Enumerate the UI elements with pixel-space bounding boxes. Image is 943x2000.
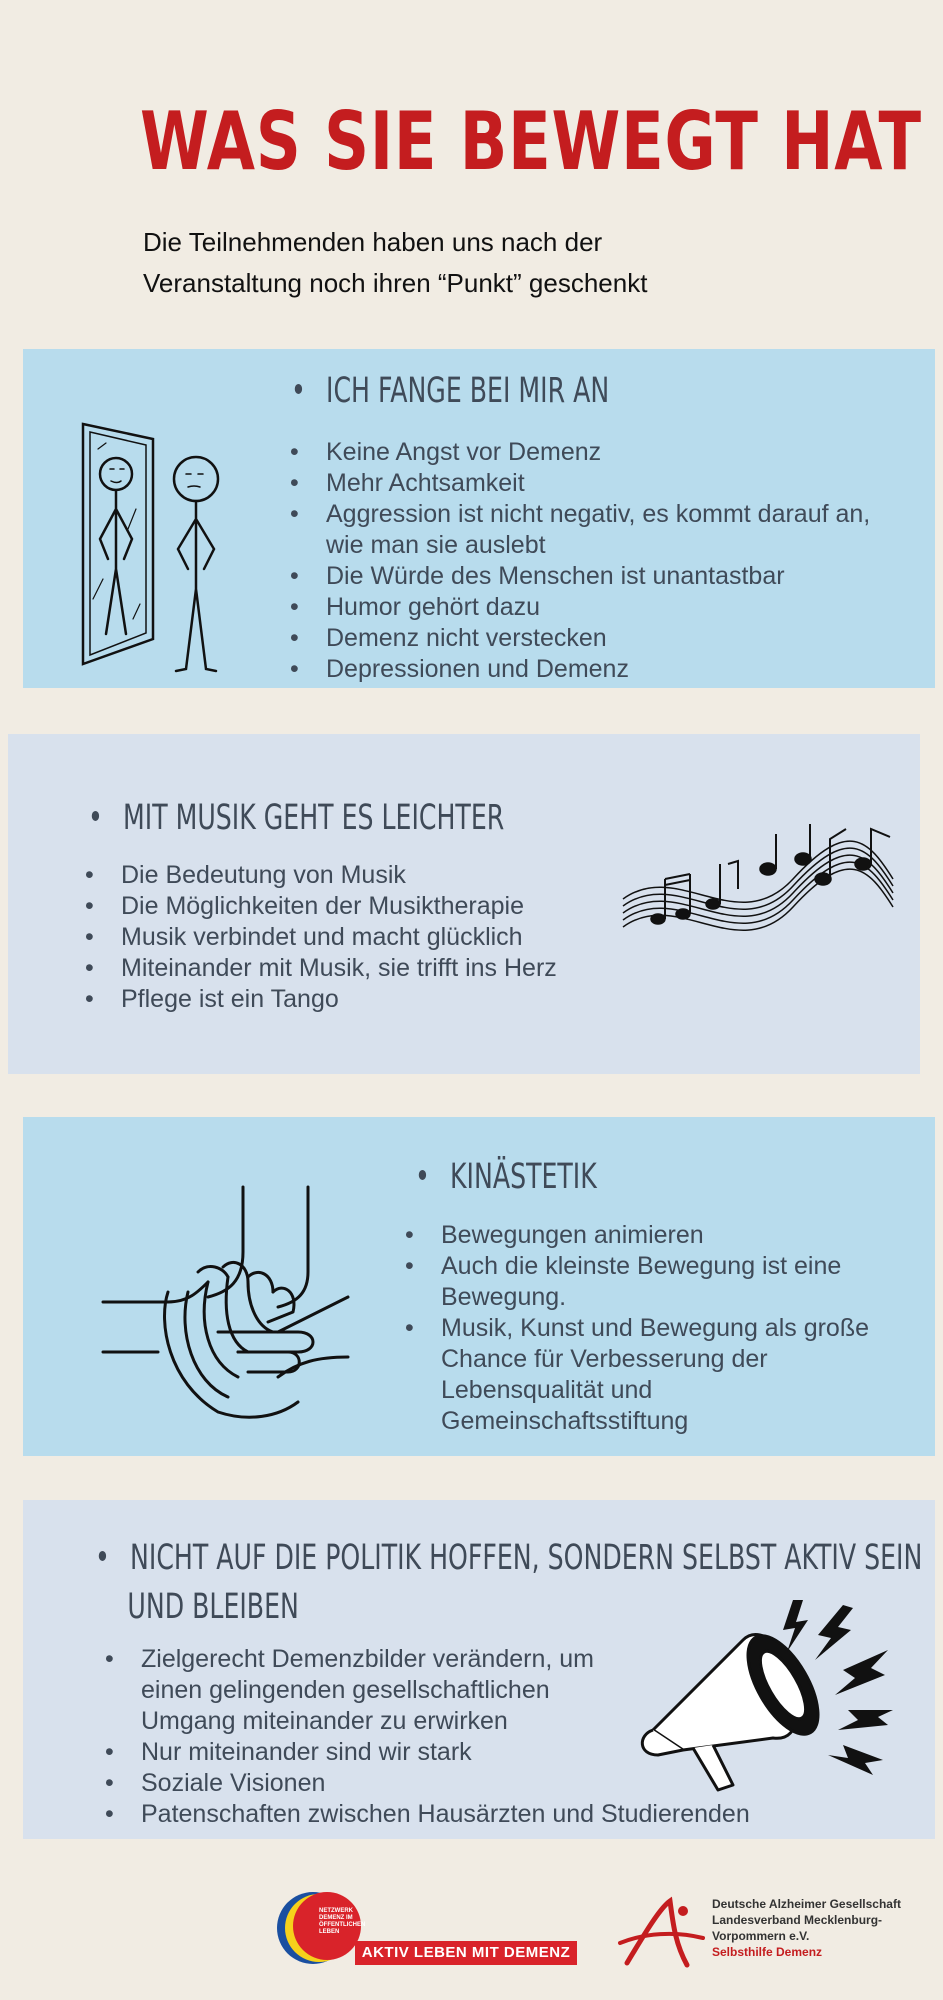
netzwerk-demenz-logo: NETZWERK DEMENZ IM ÖFFENTLICHEN LEBEN AKTIV LEBEN MIT DEMENZ: [273, 1888, 583, 1968]
section-list: [83, 860, 603, 1015]
list-item: • Humor gehört dazu: [288, 592, 888, 623]
list-item: • Die Möglichkeiten der Musiktherapie: [83, 891, 603, 922]
list-item: • Musik, Kunst und Bewegung als große Chance für Verbesserung der Lebensqualität und Gemeinschaftsstiftung: [403, 1313, 903, 1437]
list-item: • Depressionen und Demenz: [288, 654, 888, 685]
list-item: • Miteinander mit Musik, sie trifft ins Herz: [83, 953, 603, 984]
list-item: • Nur miteinander sind wir stark: [103, 1737, 623, 1768]
list-item: • Demenz nicht verstecken: [288, 623, 888, 654]
alzheimer-logo-icon: [615, 1893, 710, 1973]
list-item: • Auch die kleinste Bewegung ist eine Bewegung.: [403, 1251, 903, 1313]
list-item: • Musik verbindet und macht glücklich: [83, 922, 603, 953]
alzheimer-gesellschaft-logo: Deutsche Alzheimer Gesellschaft Landesverband Mecklenburg- Vorpommern e.V. Selbsthilfe Demenz: [615, 1893, 915, 1973]
list-item: • Soziale Visionen: [103, 1768, 661, 1799]
section-list: [288, 437, 888, 685]
list-item: • Patenschaften zwischen Hausärzten und Studierenden: [103, 1799, 623, 1830]
page-title: WAS SIE BEWEGT HAT: [140, 95, 922, 188]
list-item: • Die Bedeutung von Musik: [83, 860, 603, 891]
section-list: [403, 1220, 903, 1437]
section-kinaestetik: [23, 1117, 935, 1456]
section-heading: • ICH FANGE BEI MIR AN: [291, 371, 610, 411]
section-selbst-aktiv: [23, 1500, 935, 1839]
list-item: • Die Würde des Menschen ist unantastbar: [288, 561, 888, 592]
music-notes-icon: [618, 819, 898, 974]
section-heading: • NICHT AUF DIE POLITIK HOFFEN, SONDERN SELBST AKTIV SEIN UND BLEIBEN: [95, 1538, 923, 1627]
section-heading: • MIT MUSIK GEHT ES LEICHTER: [88, 798, 505, 838]
netzwerk-banner: AKTIV LEBEN MIT DEMENZ: [355, 1941, 577, 1965]
page-subtitle: Die Teilnehmenden haben uns nach der Veranstaltung noch ihren “Punkt” geschenkt: [143, 227, 648, 298]
list-item: • Mehr Achtsamkeit: [288, 468, 888, 499]
list-item: • Aggression ist nicht negativ, es kommt darauf an, wie man sie auslebt: [288, 499, 888, 561]
list-item: • Zielgerecht Demenzbilder verändern, um einen gelingenden gesellschaftlichen Umgang miteinander zu erwirken: [103, 1644, 623, 1737]
section-mit-musik: [8, 734, 920, 1074]
section-list: [103, 1644, 750, 1830]
holding-hands-icon: [98, 1182, 358, 1427]
section-ich-fange-bei-mir-an: [23, 349, 935, 688]
list-item: • Keine Angst vor Demenz: [288, 437, 888, 468]
mirror-person-icon: [78, 419, 228, 684]
section-heading: • KINÄSTETIK: [415, 1157, 597, 1197]
list-item: • Bewegungen animieren: [403, 1220, 903, 1251]
list-item: • Pflege ist ein Tango: [83, 984, 603, 1015]
megaphone-icon: [623, 1590, 903, 1805]
